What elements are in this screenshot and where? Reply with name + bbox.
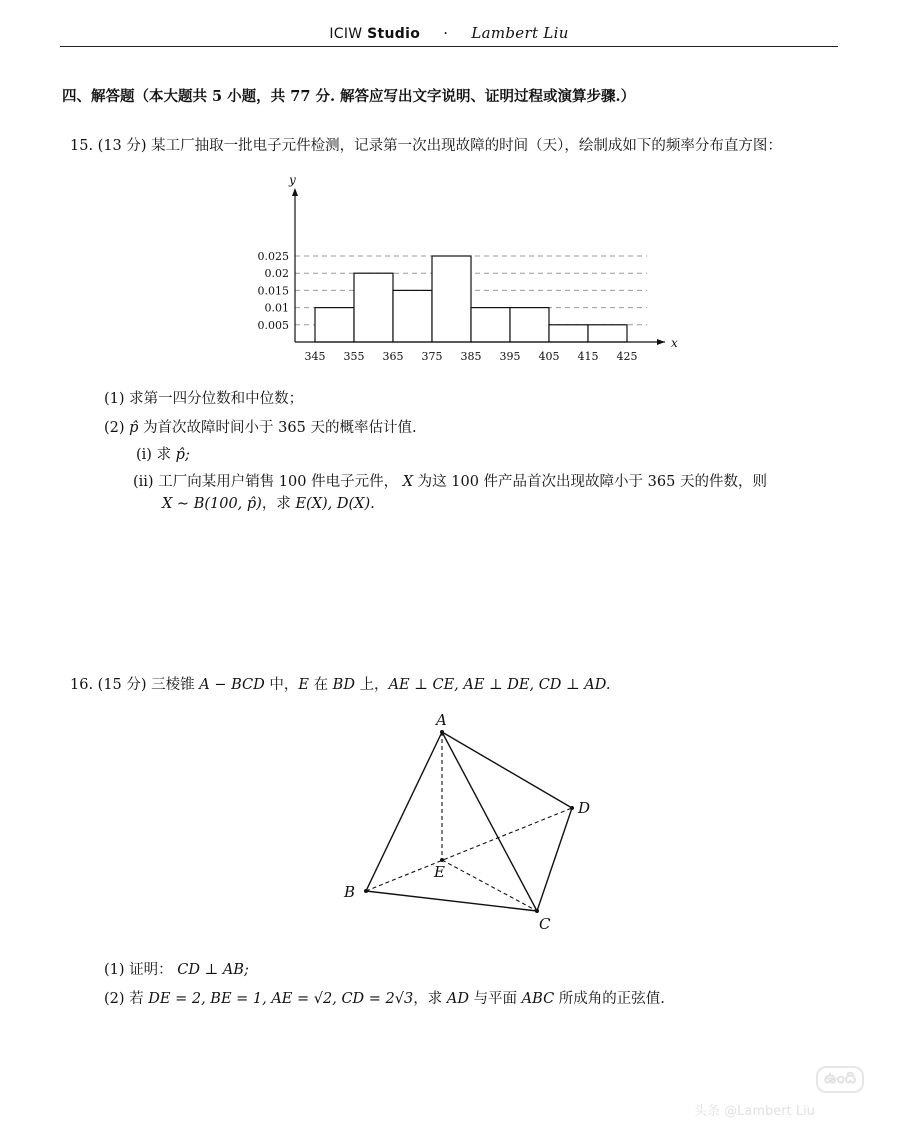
section-title: 四、解答题（本大题共 5 小题，共 77 分. 解答应写出文字说明、证明过程或演算步骤.） xyxy=(62,88,636,105)
page-header xyxy=(60,24,838,42)
q16-part1-text: (1) 证明： xyxy=(104,962,173,978)
q15-part2-i xyxy=(136,443,190,464)
q15-part2 xyxy=(104,416,417,437)
x-tick-label-1: 355 xyxy=(343,350,365,363)
q16-part2-abc: ABC xyxy=(521,991,555,1007)
histogram-bar-4 xyxy=(471,308,510,342)
q15-part2ii-text-c: ，求 xyxy=(261,496,291,512)
x-tick-label-6: 405 xyxy=(538,350,560,363)
q15-part2-text: 为首次故障时间小于 365 天的概率估计值. xyxy=(143,420,417,436)
histogram-bar-6 xyxy=(549,325,588,342)
q15-part2-ii xyxy=(133,470,767,491)
vertex-b xyxy=(364,889,368,893)
vertex-a xyxy=(440,730,444,734)
q16-part2-text-c: 与平面 xyxy=(473,991,518,1007)
q16-part2-text-d: 所成角的正弦值. xyxy=(558,991,665,1007)
histogram-bar-0 xyxy=(315,308,354,342)
edge-ac xyxy=(442,732,537,911)
tetrahedron-diagram xyxy=(330,705,600,940)
frequency-histogram xyxy=(250,168,690,368)
histogram-bar-2 xyxy=(393,290,432,342)
q16-part1 xyxy=(104,958,249,979)
x-tick-label-0: 345 xyxy=(304,350,326,363)
y-tick-label-1: 0.01 xyxy=(264,301,289,315)
edge-ab xyxy=(366,732,442,891)
y-tick-label-4: 0.025 xyxy=(257,250,289,263)
q16-part2 xyxy=(104,987,665,1008)
histogram-bar-1 xyxy=(354,273,393,342)
q15-part2ii-number: (ii) xyxy=(133,474,154,490)
q16-stem-c: 在 xyxy=(313,677,329,693)
vertex-c xyxy=(535,909,539,913)
x-tick-label-3: 375 xyxy=(421,350,443,363)
label-c: C xyxy=(539,915,551,933)
header-separator: · xyxy=(443,24,449,42)
header-rule xyxy=(60,46,838,47)
author-name: Lambert Liu xyxy=(471,24,569,42)
q15-part1: (1) 求第一四分位数和中位数； xyxy=(104,391,304,407)
histogram-bar-3 xyxy=(432,256,471,342)
histogram-bar-7 xyxy=(588,325,627,342)
q16-part1-expr: CD ⊥ AB; xyxy=(177,962,249,978)
q15-part2i-var: p̂; xyxy=(175,447,190,463)
vertex-d xyxy=(570,806,574,810)
q15-part2ii-var-x: X xyxy=(402,474,414,490)
y-tick-label-0: 0.005 xyxy=(257,318,289,332)
q16-part2-text-a: (2) 若 xyxy=(104,991,144,1007)
y-tick-label-3: 0.02 xyxy=(264,267,289,281)
q16-stem-b: 中， xyxy=(269,677,299,693)
label-b: B xyxy=(344,883,356,901)
y-axis-arrow xyxy=(292,188,298,196)
x-axis-label: x xyxy=(671,336,678,350)
q16-part2-given: DE = 2, BE = 1, AE = √2, CD = 2√3 xyxy=(148,991,414,1007)
x-tick-label-8: 425 xyxy=(616,350,638,363)
q16-point-e: E xyxy=(298,677,309,693)
q15-part2-ii-continued xyxy=(162,492,375,513)
y-tick-label-2: 0.015 xyxy=(257,284,289,298)
q15-stem: 15. (13 分) 某工厂抽取一批电子元件检测，记录第一次出现故障的时间（天），绘制成如下的频率分布直方图： xyxy=(70,138,782,154)
x-tick-label-4: 385 xyxy=(460,350,482,363)
x-tick-label-5: 395 xyxy=(499,350,521,363)
watermark-caption: 头条 @Lambert Liu xyxy=(694,1104,815,1119)
label-a: A xyxy=(436,711,447,729)
x-tick-label-2: 365 xyxy=(382,350,404,363)
q16-solid: A − BCD xyxy=(199,677,265,693)
histogram-bar-5 xyxy=(510,308,549,342)
q16-conditions: AE ⊥ CE, AE ⊥ DE, CD ⊥ AD. xyxy=(388,677,611,693)
q15-part2i-number: (i) xyxy=(136,447,152,463)
y-axis-label: y xyxy=(289,173,296,187)
point-e xyxy=(440,858,444,862)
q15-part2-var: p̂ xyxy=(129,420,139,436)
q15-part2i-text: 求 xyxy=(156,447,172,463)
q16-part2-text-b: ，求 xyxy=(413,991,443,1007)
hidden-edge-bd xyxy=(366,808,572,891)
watermark-badge: ఉంది xyxy=(816,1066,864,1093)
q15-part2-number: (2) xyxy=(104,420,125,436)
q16-stem-d: 上， xyxy=(359,677,389,693)
edge-bc xyxy=(366,891,537,911)
q15-part2ii-text-a: 工厂向某用户销售 100 件电子元件， xyxy=(158,474,399,490)
studio-name-part: ICIW xyxy=(329,26,363,42)
q15-distribution: X ∼ B(100, p̂) xyxy=(162,496,262,512)
edge-cd xyxy=(537,808,572,911)
q16-segment-bd: BD xyxy=(332,677,355,693)
x-tick-label-7: 415 xyxy=(577,350,599,363)
q16-stem xyxy=(70,673,610,694)
q16-part2-ad: AD xyxy=(446,991,469,1007)
studio-name xyxy=(329,26,420,42)
studio-suffix: Studio xyxy=(367,26,421,42)
x-axis-arrow xyxy=(657,339,665,345)
q15-expectation-variance: E(X), D(X). xyxy=(295,496,375,512)
label-e: E xyxy=(434,863,445,881)
q16-stem-a: 16. (15 分) 三棱锥 xyxy=(70,677,195,693)
label-d: D xyxy=(578,799,591,817)
q15-part2ii-text-b: 为这 100 件产品首次出现故障小于 365 天的件数，则 xyxy=(417,474,767,490)
